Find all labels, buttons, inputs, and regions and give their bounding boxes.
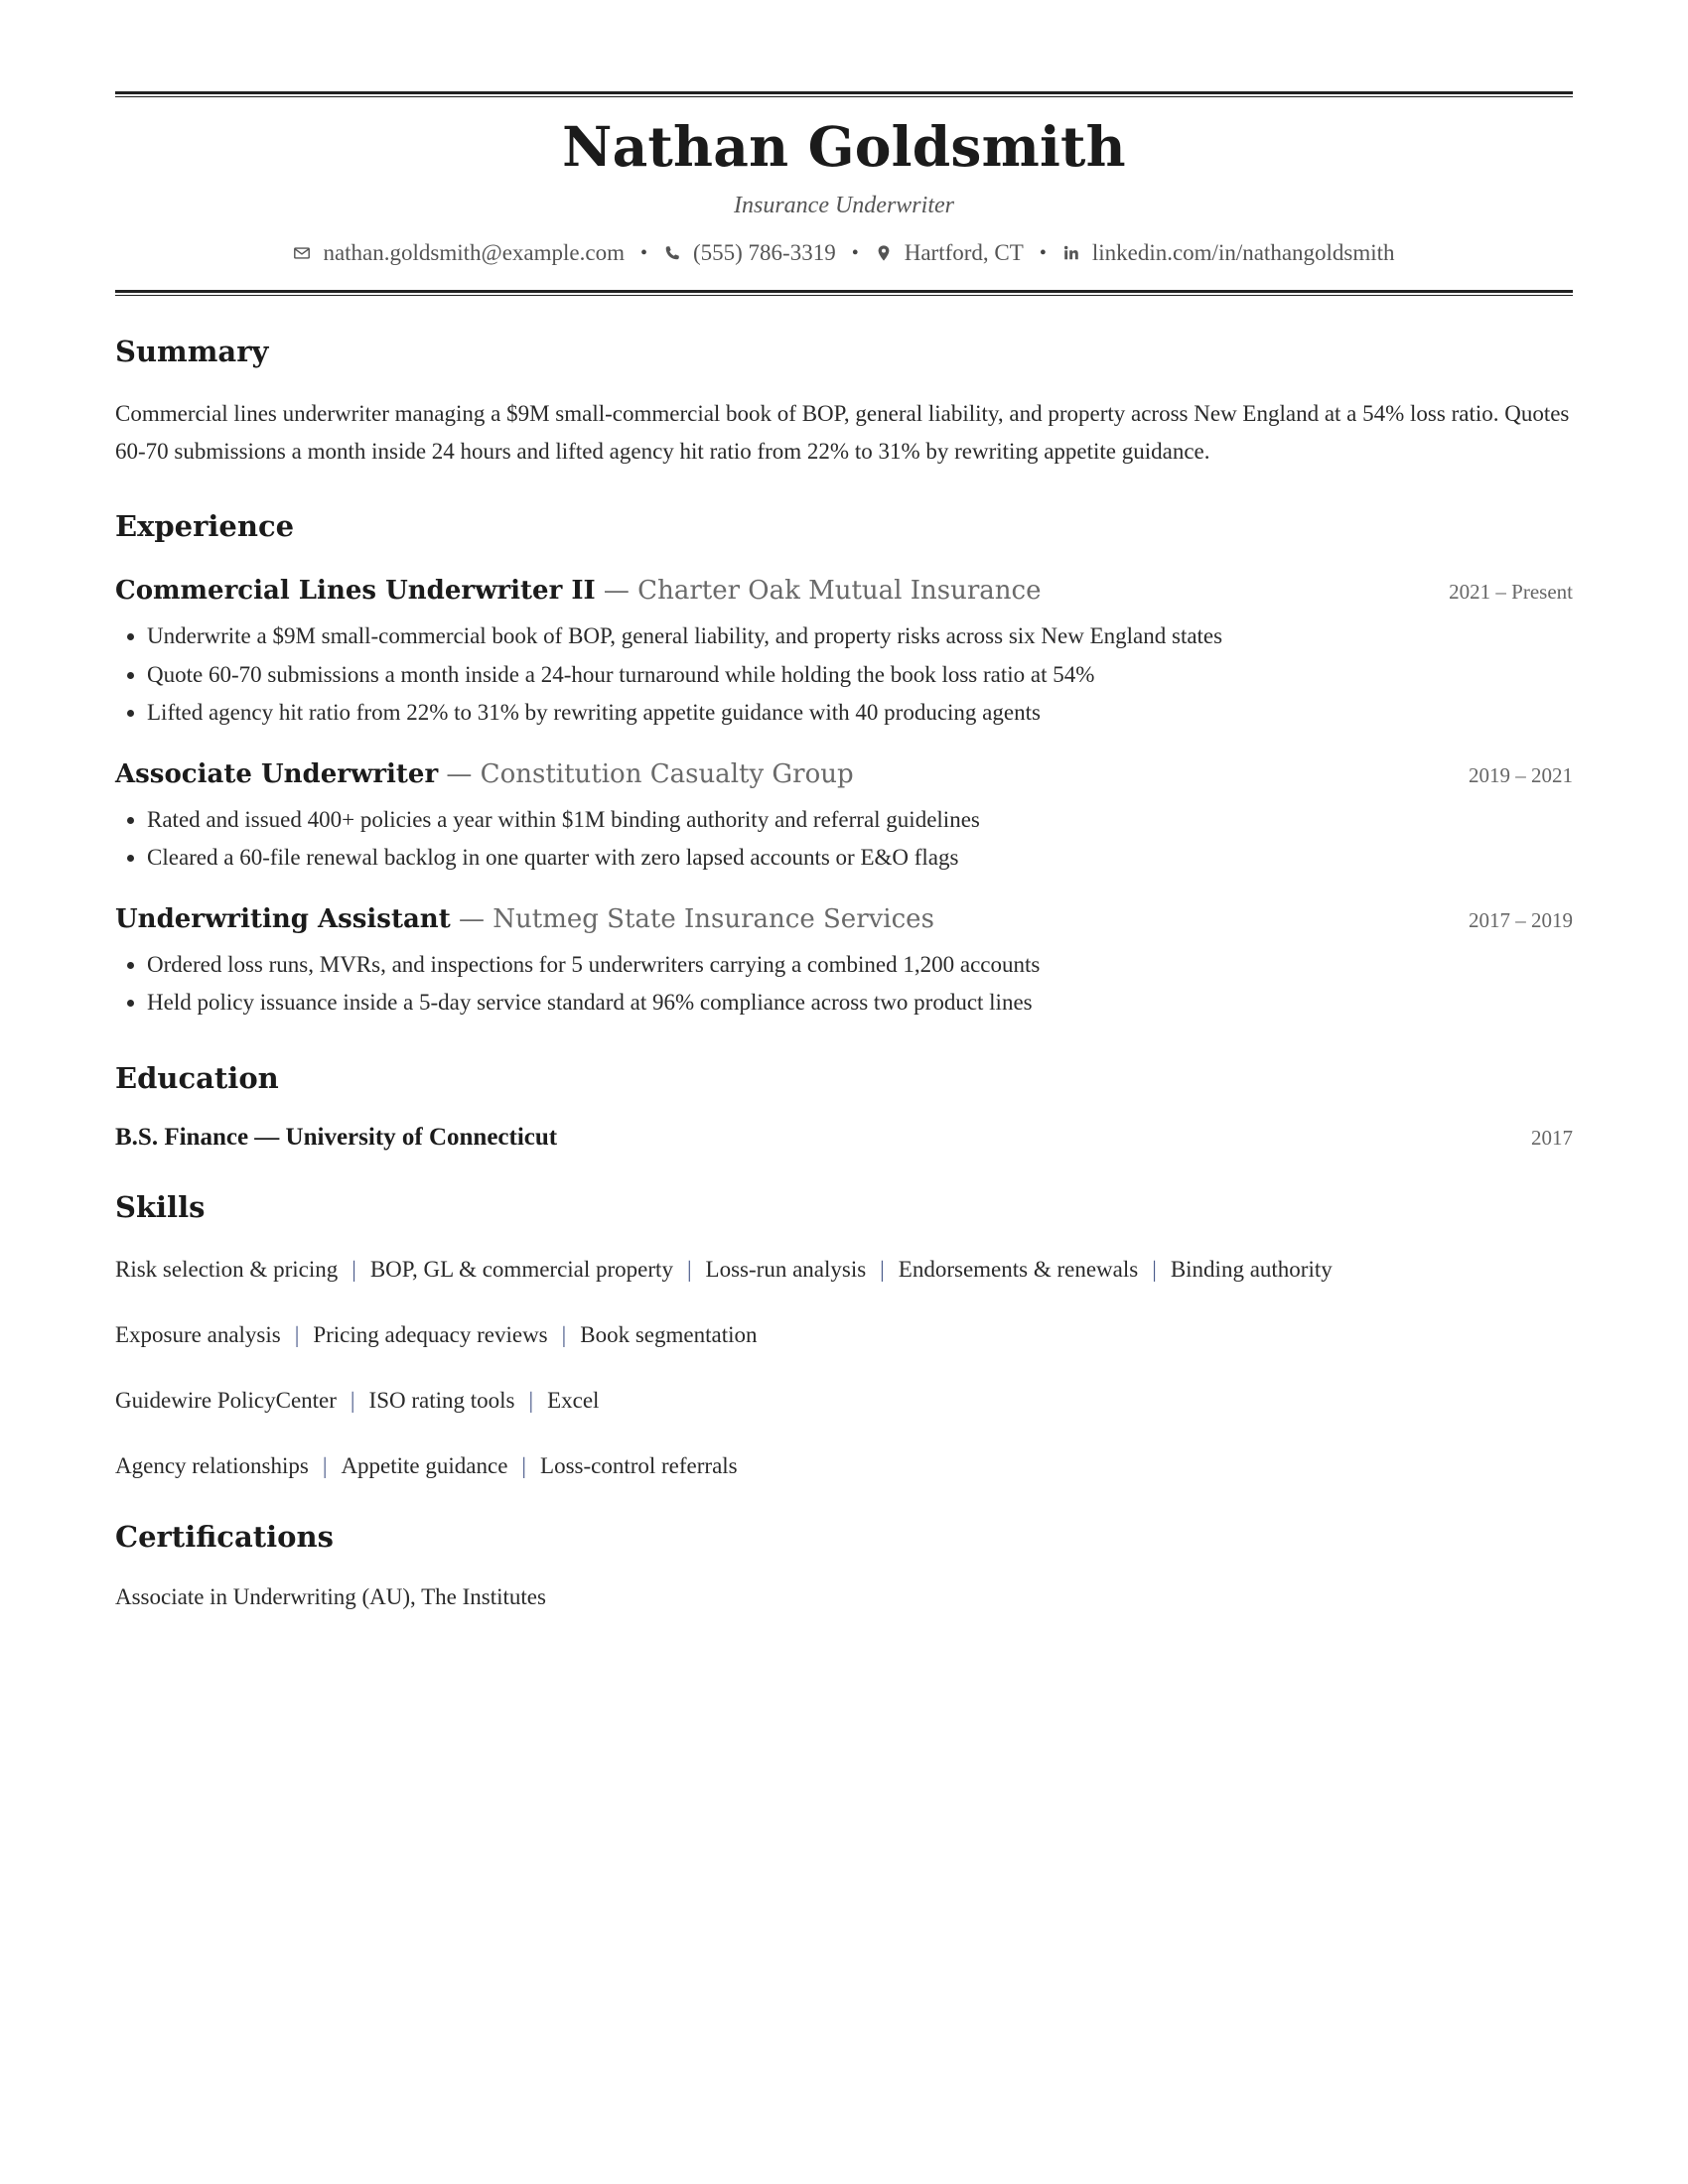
job-company: — Nutmeg State Insurance Services (450, 903, 934, 934)
bullet-item: • Rated and issued 400+ policies a year within $1M binding authority and referral guidelines (147, 801, 1573, 840)
skill-item: Exposure analysis (115, 1321, 281, 1347)
skill-item: BOP, GL & commercial property (369, 1256, 673, 1282)
skills-row (115, 1255, 1573, 1285)
linkedin-icon (1062, 244, 1080, 262)
education-year: 2017 (1531, 1125, 1573, 1150)
contact-location (875, 238, 1024, 268)
contact-email[interactable] (293, 238, 625, 268)
skill-item: Pricing adequacy reviews (313, 1321, 548, 1347)
skills-row (115, 1451, 1573, 1481)
phone-icon (663, 244, 681, 262)
skill-item: Risk selection & pricing (115, 1256, 339, 1282)
skill-item: Guidewire PolicyCenter (115, 1387, 337, 1413)
skill-item: Endorsements & renewals (898, 1256, 1139, 1282)
candidate-title: Insurance Underwriter (734, 193, 954, 218)
bullet-item: • Cleared a 60-file renewal backlog in one quarter with zero lapsed accounts or E&O flags (147, 839, 1573, 878)
candidate-name: Nathan Goldsmith (562, 114, 1126, 179)
skill-item: ISO rating tools (368, 1387, 515, 1413)
job-company: — Constitution Casualty Group (438, 758, 854, 789)
skill-separator: | (686, 1256, 692, 1282)
job-dates: 2021 – Present (1449, 580, 1573, 604)
certification-item: Associate in Underwriting (AU), The Institutes (115, 1583, 546, 1609)
skill-separator: | (350, 1387, 355, 1413)
bullet-item: • Held policy issuance inside a 5-day service standard at 96% compliance across two product lines (147, 984, 1573, 1023)
skills-row (115, 1386, 1573, 1416)
summary-text: Commercial lines underwriter managing a $9M small-commercial book of BOP, general liability, and property across New England at a 54% loss ratio. Quotes 60-70 submissions a month inside 24 hours and lifted agency hit ratio from 22% to 31% by rewriting appetite guidance. (115, 401, 1570, 464)
education-entry (115, 1124, 1573, 1152)
job-role: Commercial Lines Underwriter II (115, 576, 596, 606)
experience-heading: Experience (115, 509, 295, 543)
contact-linkedin[interactable] (1062, 238, 1395, 268)
skill-separator: | (294, 1321, 300, 1347)
location-pin-icon (875, 244, 893, 262)
header-bottom-rule (115, 290, 1573, 296)
contact-separator: • (1039, 242, 1047, 264)
skill-separator: | (880, 1256, 885, 1282)
phone-text: (555) 786-3319 (692, 240, 836, 265)
skill-item: Book segmentation (580, 1321, 758, 1347)
skill-item: Appetite guidance (341, 1452, 508, 1478)
email-text: nathan.goldsmith@example.com (323, 240, 625, 265)
mail-icon (293, 244, 311, 262)
job-dates: 2019 – 2021 (1469, 762, 1573, 787)
bullet-item: • Lifted agency hit ratio from 22% to 31% by rewriting appetite guidance with 40 producing agents (147, 694, 1573, 733)
skill-separator: | (561, 1321, 567, 1347)
bullet-item: • Ordered loss runs, MVRs, and inspections for 5 underwriters carrying a combined 1,200 accounts (147, 946, 1573, 985)
contact-separator: • (639, 242, 647, 264)
job-entry (115, 574, 1573, 733)
skill-item: Agency relationships (115, 1452, 309, 1478)
job-entry (115, 757, 1573, 878)
certifications-heading: Certifications (115, 1519, 334, 1554)
education-heading: Education (115, 1060, 279, 1095)
resume-page (115, 0, 1573, 1612)
skill-separator: | (322, 1452, 328, 1478)
contact-phone[interactable] (663, 238, 836, 268)
bullet-item: • Quote 60-70 submissions a month inside a 24-hour turnaround while holding the book loss ratio at 54% (147, 656, 1573, 695)
job-bullets (115, 617, 1573, 733)
job-bullets (115, 946, 1573, 1023)
contact-separator: • (851, 242, 859, 264)
job-bullets (115, 801, 1573, 878)
job-role: Associate Underwriter (115, 758, 439, 789)
contact-bar (115, 238, 1573, 268)
summary-heading: Summary (115, 335, 269, 368)
job-company: — Charter Oak Mutual Insurance (595, 576, 1042, 606)
skill-separator: | (352, 1256, 356, 1282)
education-degree: B.S. Finance — University of Connecticut (115, 1123, 558, 1151)
skill-item: Excel (547, 1387, 600, 1413)
skills-row (115, 1320, 1573, 1350)
job-role: Underwriting Assistant (115, 903, 451, 934)
skill-separator: | (521, 1452, 527, 1478)
skills-heading: Skills (115, 1189, 206, 1224)
header-top-rule (115, 91, 1573, 97)
skill-separator: | (1152, 1256, 1157, 1282)
location-text: Hartford, CT (904, 240, 1024, 265)
job-dates: 2017 – 2019 (1469, 907, 1573, 932)
skill-item: Loss-control referrals (540, 1452, 738, 1478)
skill-item: Loss-run analysis (705, 1256, 867, 1282)
bullet-item: • Underwrite a $9M small-commercial book of BOP, general liability, and property risks across six New England states (147, 617, 1573, 656)
skill-item: Binding authority (1170, 1256, 1333, 1282)
linkedin-text: linkedin.com/in/nathangoldsmith (1091, 240, 1395, 265)
skill-separator: | (528, 1387, 534, 1413)
job-entry (115, 902, 1573, 1023)
